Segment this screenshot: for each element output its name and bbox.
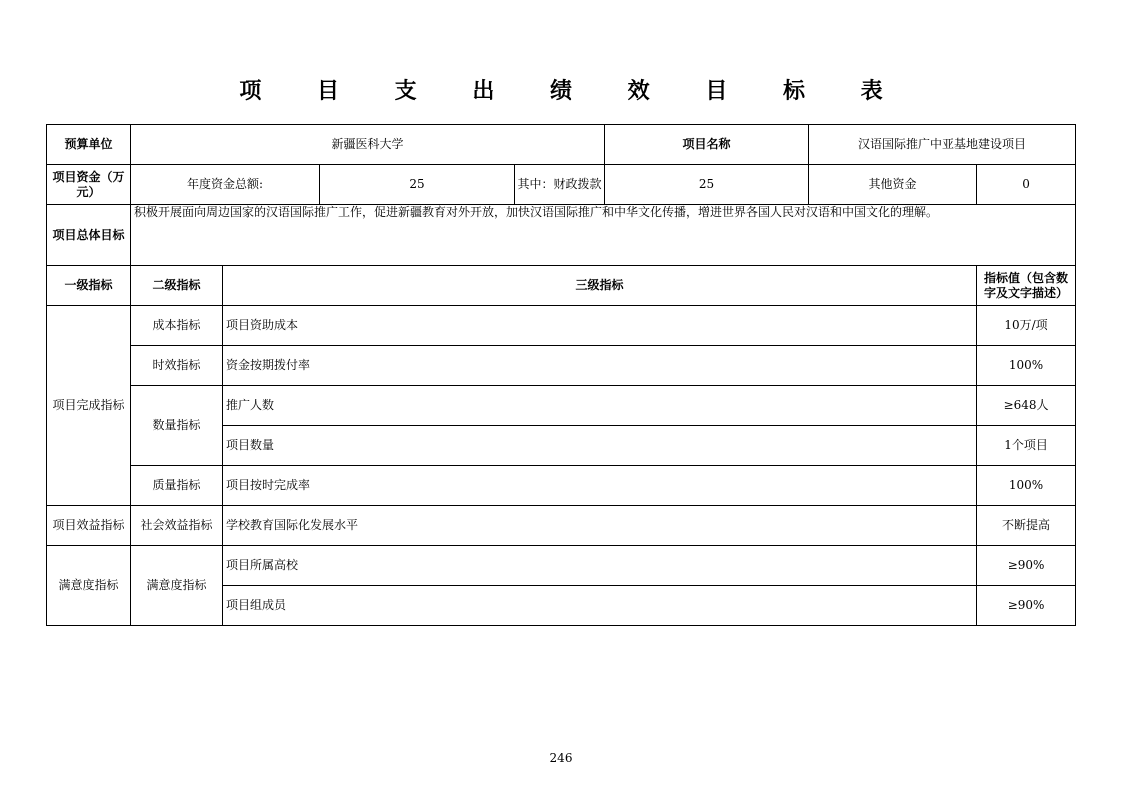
table-row: [47, 386, 1076, 426]
header-level1: 一级指标: [47, 266, 131, 306]
header-level2: 二级指标: [131, 266, 223, 306]
table-row: [47, 466, 1076, 506]
level2-cell: 时效指标: [131, 346, 223, 386]
header-value: 指标值（包含数字及文字描述）: [977, 266, 1076, 306]
goal-label: 项目总体目标: [47, 205, 131, 266]
level2-cell: 质量指标: [131, 466, 223, 506]
value-cell: ≥648人: [977, 386, 1076, 426]
project-name-value: 汉语国际推广中亚基地建设项目: [809, 125, 1076, 165]
level3-cell: 项目组成员: [223, 586, 977, 626]
group-benefit: 项目效益指标: [47, 506, 131, 546]
level2-cell: 数量指标: [131, 386, 223, 466]
page-number: 246: [549, 751, 573, 765]
value-cell: 100%: [977, 466, 1076, 506]
other-funds-label: 其他资金: [809, 165, 977, 205]
project-name-label: 项目名称: [605, 125, 809, 165]
goal-text: 积极开展面向周边国家的汉语国际推广工作，促进新疆教育对外开放，加快汉语国际推广和中华文化传播，增进世界各国人民对汉语和中国文化的理解。: [131, 205, 1076, 266]
level3-cell: 项目按时完成率: [223, 466, 977, 506]
level3-cell: 学校教育国际化发展水平: [223, 506, 977, 546]
table-row: [47, 346, 1076, 386]
group-completion: 项目完成指标: [47, 306, 131, 506]
level3-cell: 项目数量: [223, 426, 977, 466]
value-cell: 100%: [977, 346, 1076, 386]
table-row: [47, 306, 1076, 346]
level3-cell: 项目所属高校: [223, 546, 977, 586]
performance-table: [46, 124, 1076, 626]
level2-cell: 社会效益指标: [131, 506, 223, 546]
fiscal-value: 25: [605, 165, 809, 205]
annual-total-value: 25: [320, 165, 515, 205]
level2-cell: 满意度指标: [131, 546, 223, 626]
annual-total-label: 年度资金总额:: [131, 165, 320, 205]
level3-cell: 推广人数: [223, 386, 977, 426]
page-title: 项 目 支 出 绩 效 目 标 表: [239, 79, 907, 104]
value-cell: 1个项目: [977, 426, 1076, 466]
value-cell: ≥90%: [977, 586, 1076, 626]
group-satisfaction: 满意度指标: [47, 546, 131, 626]
table-row: [47, 506, 1076, 546]
value-cell: 10万/项: [977, 306, 1076, 346]
header-level3: 三级指标: [223, 266, 977, 306]
fiscal-label: 其中：财政拨款: [515, 165, 605, 205]
level3-cell: 资金按期拨付率: [223, 346, 977, 386]
level2-cell: 成本指标: [131, 306, 223, 346]
value-cell: ≥90%: [977, 546, 1076, 586]
table-row: [47, 546, 1076, 586]
level3-cell: 项目资助成本: [223, 306, 977, 346]
budget-unit-value: 新疆医科大学: [131, 125, 605, 165]
other-funds-value: 0: [977, 165, 1076, 205]
budget-unit-label: 预算单位: [47, 125, 131, 165]
funds-label: 项目资金（万元）: [47, 165, 131, 205]
value-cell: 不断提高: [977, 506, 1076, 546]
